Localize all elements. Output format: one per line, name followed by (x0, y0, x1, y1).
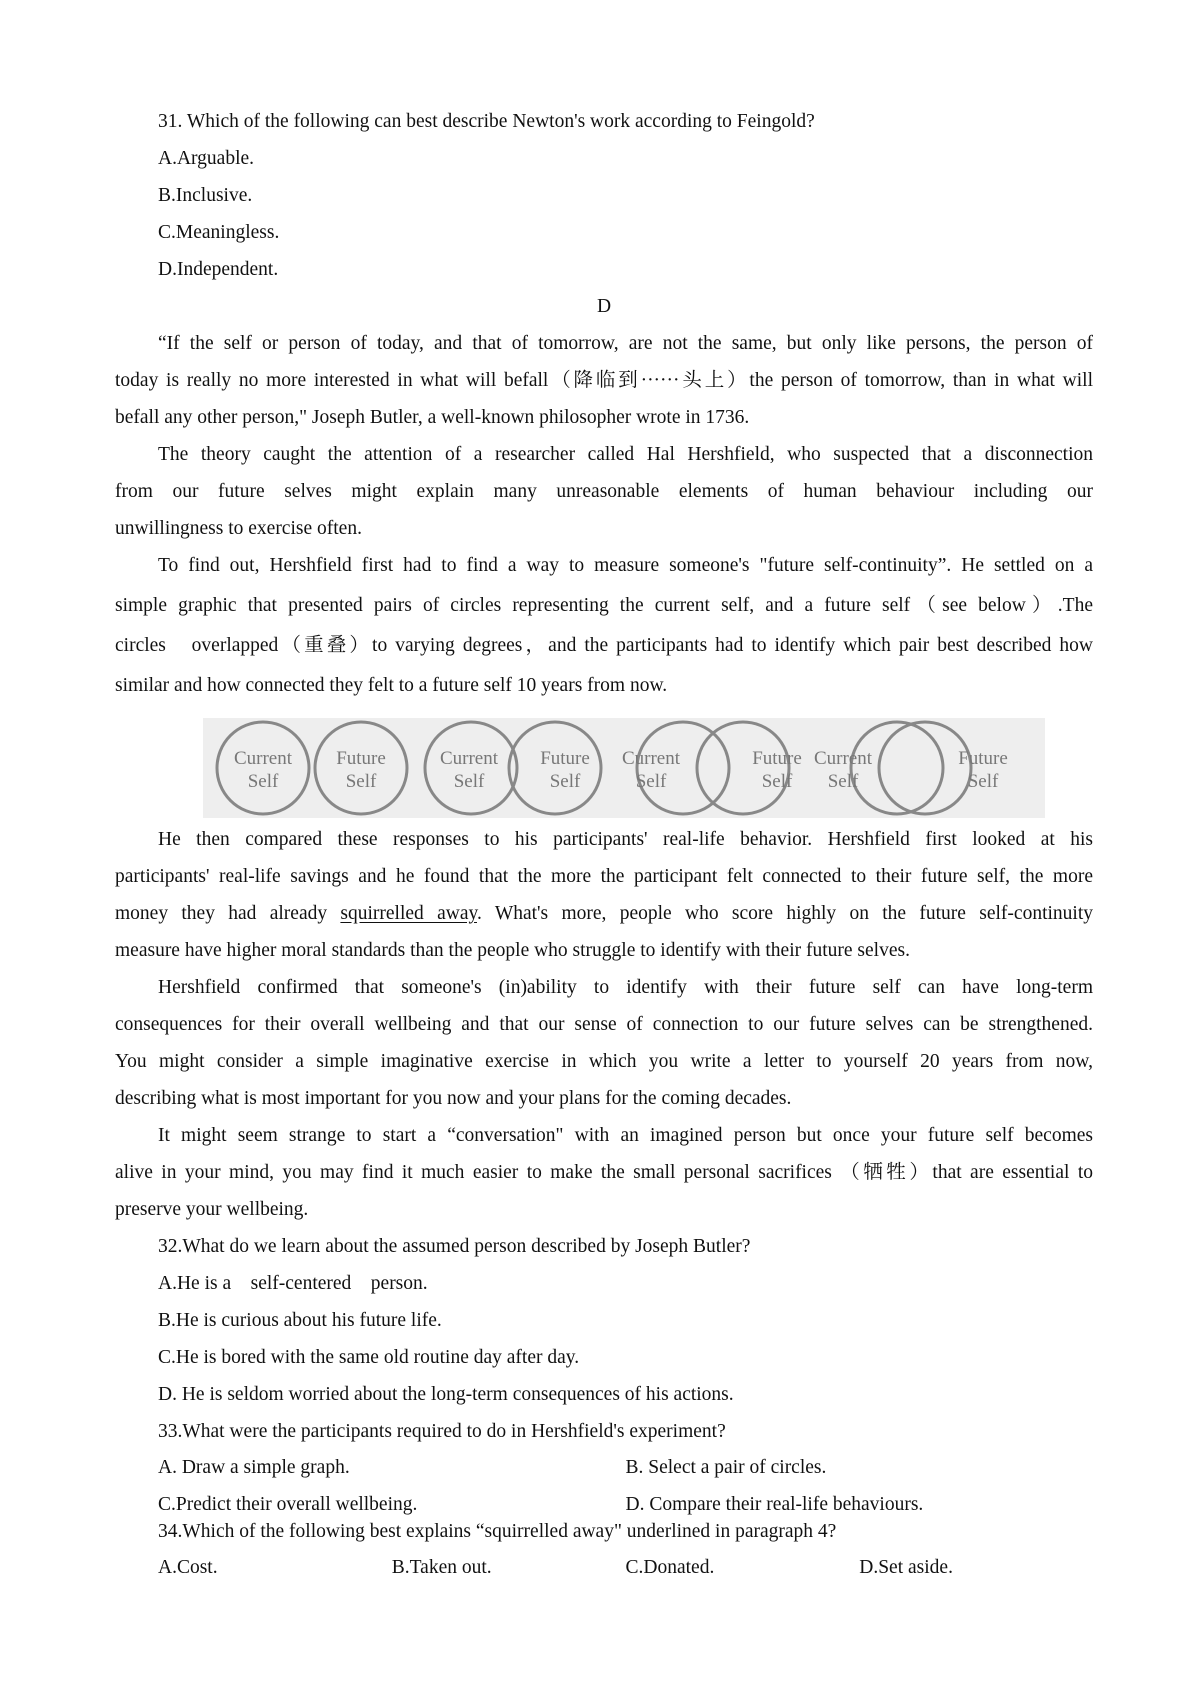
question-stem: 34.Which of the following best explains “squirrelled away" underlined in paragraph 4? (158, 1521, 837, 1542)
paragraph-4 (115, 828, 1093, 976)
paragraph-line: consequences for their overall wellbeing and that our sense of connection to our future selves can be strengthened. (115, 1014, 1093, 1035)
future-self-label: Future (540, 748, 590, 769)
paragraph-1 (115, 332, 1093, 443)
paragraph-line: participants' real-life savings and he found that the more the participant felt connected to their future self, the more (115, 866, 1093, 887)
future-self-label: Future (752, 748, 802, 769)
question-32 (115, 1235, 1093, 1420)
option-c: C.Donated. (625, 1557, 715, 1578)
option-b: B.Inclusive. (158, 185, 253, 206)
option-c: C.He is bored with the same old routine day after day. (158, 1347, 580, 1368)
section-label: D (596, 296, 612, 317)
future-self-label: Future (958, 748, 1008, 769)
question-stem: 31. Which of the following can best describe Newton's work according to Feingold? (158, 111, 815, 132)
current-self-label: Current (813, 748, 873, 769)
option-c: C.Meaningless. (158, 222, 280, 243)
question-stem: 33.What were the participants required to do in Hershfield's experiment? (158, 1421, 726, 1442)
circle-pair-2 (425, 722, 601, 814)
paragraph-line: The theory caught the attention of a researcher called Hal Hershfield, who suspected that a disconnection (158, 444, 1093, 465)
option-a: A.He is a self-centered person. (158, 1273, 428, 1294)
paragraph-3 (115, 554, 1093, 714)
future-self-label: Self (761, 771, 793, 792)
circle-pair-4 (814, 722, 1008, 814)
circle-pair-1 (217, 722, 407, 814)
self-continuity-figure (203, 718, 1045, 818)
option-a: A.Cost. (158, 1557, 218, 1578)
question-33 (115, 1420, 1093, 1520)
option-d: D.Independent. (158, 259, 279, 280)
paragraph-line (115, 902, 1093, 939)
circle-pair-3 (622, 722, 802, 814)
future-self-label: Future (336, 748, 386, 769)
current-self-label: Self (827, 771, 859, 792)
option-b: B. Select a pair of circles. (625, 1457, 827, 1478)
paragraph-line: today is really no more interested in what will befall（降临到······头上）the person of tomorrow, than in what will (115, 370, 1093, 391)
paragraph-line: befall any other person," Joseph Butler, a well-known philosopher wrote in 1736. (115, 407, 750, 428)
question-31 (115, 110, 1093, 295)
question-34 (115, 1520, 1093, 1594)
paragraph-2 (115, 443, 1093, 554)
future-self-label: Self (549, 771, 581, 792)
paragraph-line: simple graphic that presented pairs of circles representing the current self, and a future self（see below）.The (115, 595, 1093, 616)
current-self-label: Self (247, 771, 279, 792)
future-self-label: Self (345, 771, 377, 792)
option-c: C.Predict their overall wellbeing. (158, 1494, 418, 1515)
paragraph-line: circles overlapped（重叠）to varying degrees，and the participants had to identify which pair best described how (115, 635, 1093, 656)
paragraph-line: similar and how connected they felt to a future self 10 years from now. (115, 675, 668, 696)
option-a: A. Draw a simple graph. (158, 1457, 350, 1478)
paragraph-line: You might consider a simple imaginative exercise in which you write a letter to yourself 20 years from now, (115, 1051, 1093, 1072)
text-span: money they had already (115, 903, 341, 924)
option-d: D. He is seldom worried about the long-term consequences of his actions. (158, 1384, 734, 1405)
future-self-label: Self (967, 771, 999, 792)
current-self-label: Self (635, 771, 667, 792)
paragraph-line: “If the self or person of today, and that of tomorrow, are not the same, but only like persons, the person of (158, 333, 1093, 354)
paragraph-line: unwillingness to exercise often. (115, 518, 362, 539)
current-self-label: Current (233, 748, 293, 769)
paragraph-line: preserve your wellbeing. (115, 1199, 309, 1220)
option-row (115, 1457, 1093, 1494)
option-row (115, 1494, 1093, 1520)
paragraph-line: describing what is most important for you now and your plans for the coming decades. (115, 1088, 792, 1109)
paragraph-5 (115, 976, 1093, 1124)
current-self-label: Self (453, 771, 485, 792)
option-d: D.Set aside. (859, 1557, 953, 1578)
paragraph-line: alive in your mind, you may find it much easier to make the small personal sacrifices （牺牲）that are essential to (115, 1162, 1093, 1183)
current-self-label: Current (621, 748, 681, 769)
question-stem: 32.What do we learn about the assumed person described by Joseph Butler? (158, 1236, 751, 1257)
paragraph-6 (115, 1124, 1093, 1235)
paragraph-line: He then compared these responses to his participants' real-life behavior. Hershfield first looked at his (158, 829, 1093, 850)
text-span: . What's more, people who score highly on the future self-continuity (476, 903, 1093, 924)
current-self-label: Current (439, 748, 499, 769)
paragraph-line: Hershfield confirmed that someone's (in)ability to identify with their future self can have long-term (158, 977, 1093, 998)
option-d: D. Compare their real-life behaviours. (625, 1494, 924, 1515)
paragraph-line: To find out, Hershfield first had to find a way to measure someone's "future self-continuity”. He settled on a (158, 555, 1093, 576)
option-b: B.He is curious about his future life. (158, 1310, 442, 1331)
option-b: B.Taken out. (391, 1557, 492, 1578)
paragraph-line: from our future selves might explain many unreasonable elements of human behaviour including our (115, 481, 1093, 502)
option-a: A.Arguable. (158, 148, 255, 169)
underlined-phrase: squirrelled away (340, 903, 477, 924)
paragraph-line: It might seem strange to start a “conversation" with an imagined person but once your future self becomes (158, 1125, 1093, 1146)
paragraph-line: measure have higher moral standards than the people who struggle to identify with their future selves. (115, 940, 910, 961)
option-row (115, 1557, 1093, 1594)
exam-page (115, 110, 1093, 1594)
